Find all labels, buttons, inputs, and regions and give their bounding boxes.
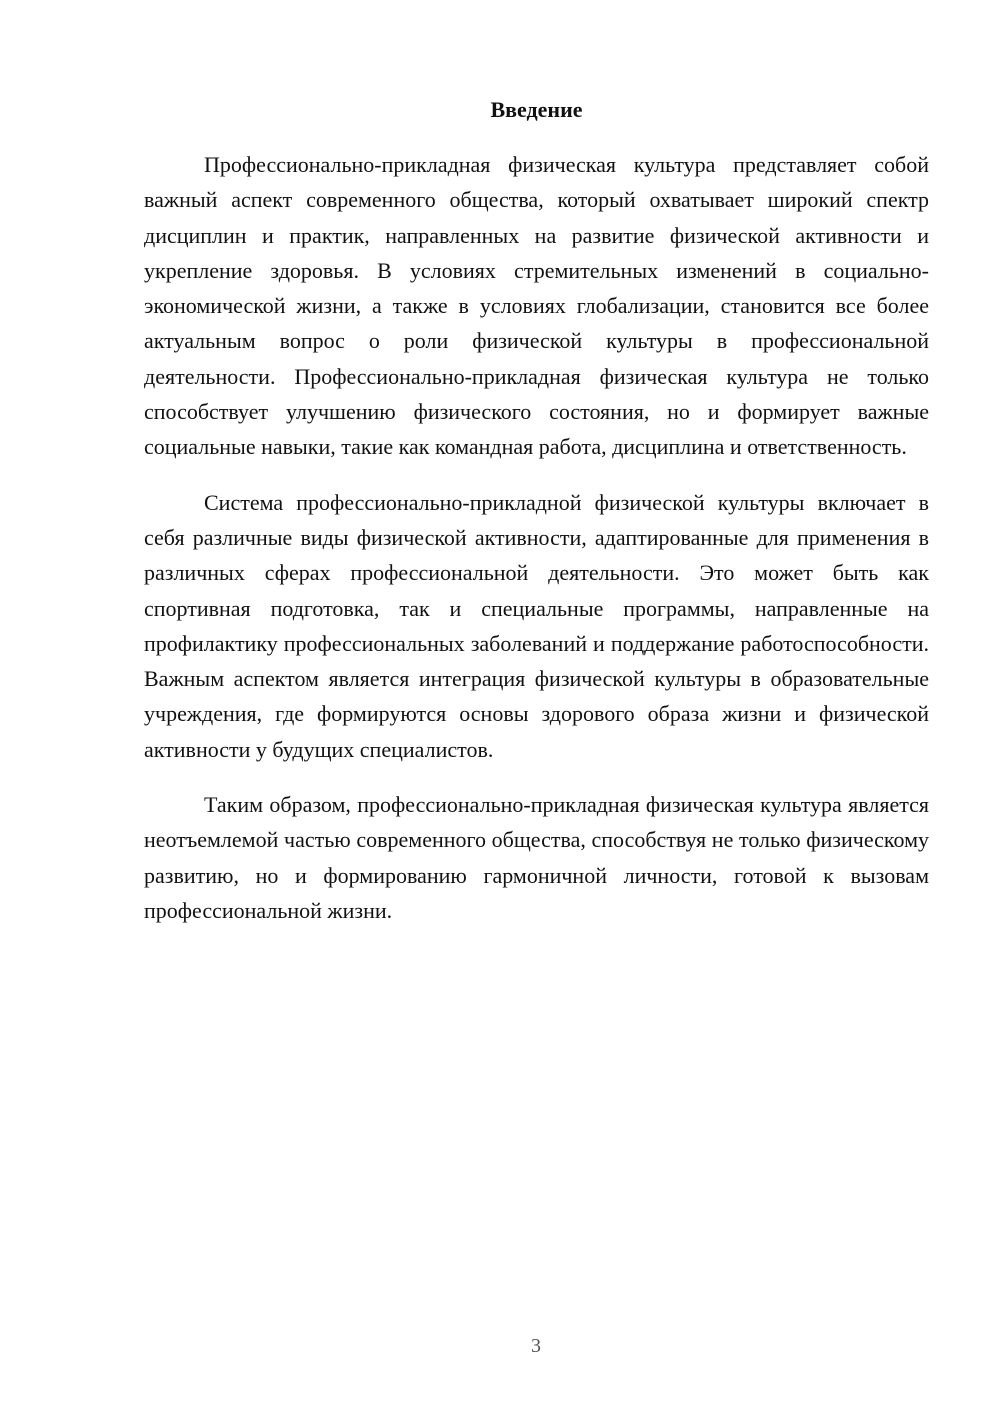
page-content [144, 92, 929, 928]
section-title: Введение [490, 97, 583, 122]
paragraph-2: Система профессионально-прикладной физической культуры включает в себя различные виды физической активности, адаптированные для применения в различных сферах профессиональной деятельности. Это может быть как спортивная подготовка, так и специальные программы, направленные на профилактику профессиональных заболеваний и поддержание работоспособности. Важным аспектом является интеграция физической культуры в образовательные учреждения, где формируются основы здорового образа жизни и физической активности у будущих специалистов. [144, 489, 929, 762]
paragraph-3: Таким образом, профессионально-прикладная физическая культура является неотъемлемой частью современного общества, способствуя не только физическому развитию, но и формированию гармоничной личности, готовой к вызовам профессиональной жизни. [144, 792, 929, 923]
paragraph-1: Профессионально-прикладная физическая культура представляет собой важный аспект современного общества, который охватывает широкий спектр дисциплин и практик, направленных на развитие физической активности и укрепление здоровья. В условиях стремительных изменений в социально-экономической жизни, а также в условиях глобализации, становится все более актуальным вопрос о роли физической культуры в профессиональной деятельности. Профессионально-прикладная физическая культура не только способствует улучшению физического состояния, но и формирует важные социальные навыки, такие как командная работа, дисциплина и ответственность. [144, 152, 929, 460]
page-number: 3 [531, 1335, 541, 1357]
